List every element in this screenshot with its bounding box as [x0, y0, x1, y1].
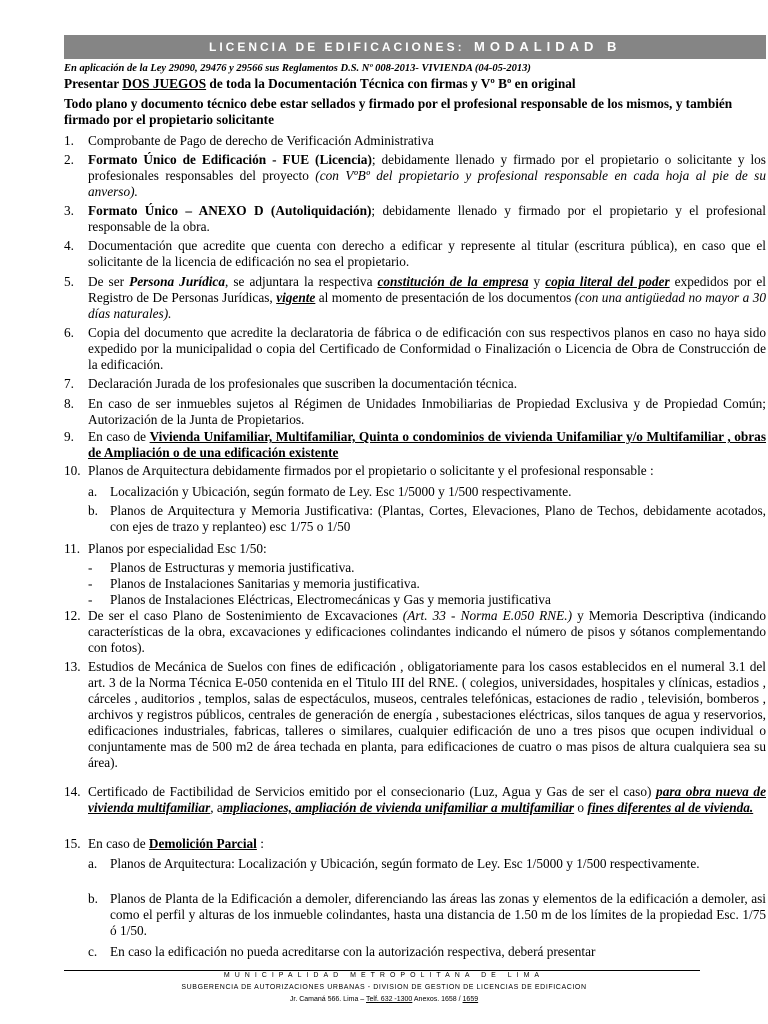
list-item-11c: - Planos de Instalaciones Eléctricas, Electromecánicas y Gas y memoria justificativa — [88, 592, 551, 607]
list-item-5: 5. De ser Persona Jurídica, se adjuntara la respectiva constitución de la empresa y copia literal del poder expedidos por el Registro de De Personas Jurídicas, vigente al momento de presentación de los documentos (con una antigüedad no mayor a 30 días naturales). — [64, 274, 766, 321]
list-item-9: 9. En caso de Vivienda Unifamiliar, Multifamiliar, Quinta o condominios de vivienda Unifamiliar y/o Multifamiliar , obras de Ampliación o de una edificación existente — [64, 429, 766, 460]
list-item-15b: b. Planos de Planta de la Edificación a demoler, diferenciando las áreas las zonas y elementos de la edificación a demoler, asi como el perfil y alturas de los inmueble colindantes, hasta una distancia de 1.50 m de los límites de la propiedad Esc. 1/75 ó 1/50. — [88, 891, 766, 938]
list-item-4: 4. Documentación que acredite que cuenta con derecho a edificar y represente al titular (escritura pública), en caso que el solicitante de la licencia de edificación no sea el propietario. — [64, 238, 766, 269]
list-item-10: 10. Planos de Arquitectura debidamente firmados por el propietario o solicitante y el profesional responsable : — [64, 463, 654, 478]
list-item-15c: c. En caso la edificación no pueda acreditarse con la autorización respectiva, deberá presentar — [88, 944, 596, 959]
footer-address: Jr. Camaná 566. Lima – Telf. 632 -1300 Anexos. 1658 / 1659 — [289, 996, 479, 1003]
footer-divider — [64, 970, 700, 971]
list-item-11b: - Planos de Instalaciones Sanitarias y memoria justificativa. — [88, 576, 420, 591]
list-item-14: 14. Certificado de Factibilidad de Servicios emitido por el consecionario (Luz, Agua y Gas de ser el caso) para obra nueva de vivienda multifamiliar, ampliaciones, ampliación de vivienda unifamiliar a multifamiliar o fines diferentes al de vivienda. — [64, 784, 766, 815]
list-item-12: 12. De ser el caso Plano de Sostenimiento de Excavaciones (Art. 33 - Norma E.050 RNE.) y Memoria Descriptiva (indicando características de la obra, excavaciones y edificaciones colindantes indicando el número de pisos y sótanos complementando con fotos). — [64, 608, 766, 655]
list-item-13: 13. Estudios de Mecánica de Suelos con fines de edificación , obligatoriamente para los casos establecidos en el numeral 3.1 del art. 3 de la Norma Técnica E-050 contenida en el Titulo III del RNE. ( colegios, universidades, hospitales y clínicas, estadios , cárceles , auditorios , templos, salas de espectáculos, museos, centrales telefónicas, estaciones de radio , televisión, bomberos , archivos y registros públicos, centrales de generación de energía , subestaciones eléctricas, silos tanques de agua y reservorios, edificaciones industriales, fabricas, talleres o similares, cualquier edificación de uno a tres pisos que ocupen individual o conjuntamente mas de 500 m2 de área techada en planta, para edificaciones de cuatro o mas pisos de altura cualquiera sea su área). — [64, 659, 766, 770]
list-item-1: 1. Comprobante de Pago de derecho de Verificación Administrativa — [64, 133, 434, 148]
law-reference: En aplicación de la Ley 29090, 29476 y 29566 sus Reglamentos D.S. Nº 008-2013- VIVIENDA (04-05-2013) — [64, 63, 531, 74]
list-item-8: 8. En caso de ser inmuebles sujetos al Régimen de Unidades Inmobiliarias de Propiedad Exclusiva y de Propiedad Común; Autorización de la Junta de Propietarios. — [64, 396, 766, 427]
footer-municipality: MUNICIPALIDAD METROPOLITANA DE LIMA — [223, 972, 545, 979]
signature-requirement: Todo plano y documento técnico debe estar sellados y firmado por el profesional responsable de los mismos, y también firmado por el propietario solicitante — [64, 96, 733, 127]
list-item-7: 7. Declaración Jurada de los profesionales que suscriben la documentación técnica. — [64, 376, 518, 391]
list-item-10a: a. Localización y Ubicación, según formato de Ley. Esc 1/5000 y 1/500 respectivamente. — [88, 484, 572, 499]
banner-title: LICENCIA DE EDIFICACIONES: — [209, 40, 465, 54]
list-item-15: 15. En caso de Demolición Parcial : — [64, 836, 264, 851]
title-banner — [64, 35, 766, 59]
list-item-10b: b. Planos de Arquitectura y Memoria Justificativa: (Plantas, Cortes, Elevaciones, Plano de Techos, debidamente acotados, con ejes de trazo y replanteo) esc 1/75 o 1/50 — [88, 503, 766, 534]
footer-division: SUBGERENCIA DE AUTORIZACIONES URBANAS - DIVISION DE GESTION DE LICENCIAS DE EDIFICACION — [181, 984, 587, 991]
list-item-11: 11. Planos por especialidad Esc 1/50: — [64, 541, 267, 556]
list-item-3: 3. Formato Único – ANEXO D (Autoliquidación); debidamente llenado y firmado por el propietario y el profesional responsable de la obra. — [64, 203, 766, 234]
banner-modality: MODALIDAD B — [474, 39, 622, 54]
list-item-2: 2. Formato Único de Edificación - FUE (Licencia); debidamente llenado y firmado por el propietario o solicitante y los profesionales responsables del proyecto (con VºBº del propietario y profesional responsable en cada hoja al pie de su anverso). — [64, 152, 766, 199]
list-item-11a: - Planos de Estructuras y memoria justificativa. — [88, 560, 355, 575]
list-item-15a: a. Planos de Arquitectura: Localización y Ubicación, según formato de Ley. Esc 1/5000 y 1/500 respectivamente. — [88, 856, 700, 871]
list-item-6: 6. Copia del documento que acredite la declaratoria de fábrica o de edificación con sus respectivos planos en caso no haya sido expedido por la municipalidad o copia del Certificado de Conformidad o Finalización o Licencia de Obra de Construcción de la edificación. — [64, 325, 766, 372]
presentation-note: Presentar DOS JUEGOS de toda la Documentación Técnica con firmas y Vº Bº en original — [64, 76, 576, 91]
